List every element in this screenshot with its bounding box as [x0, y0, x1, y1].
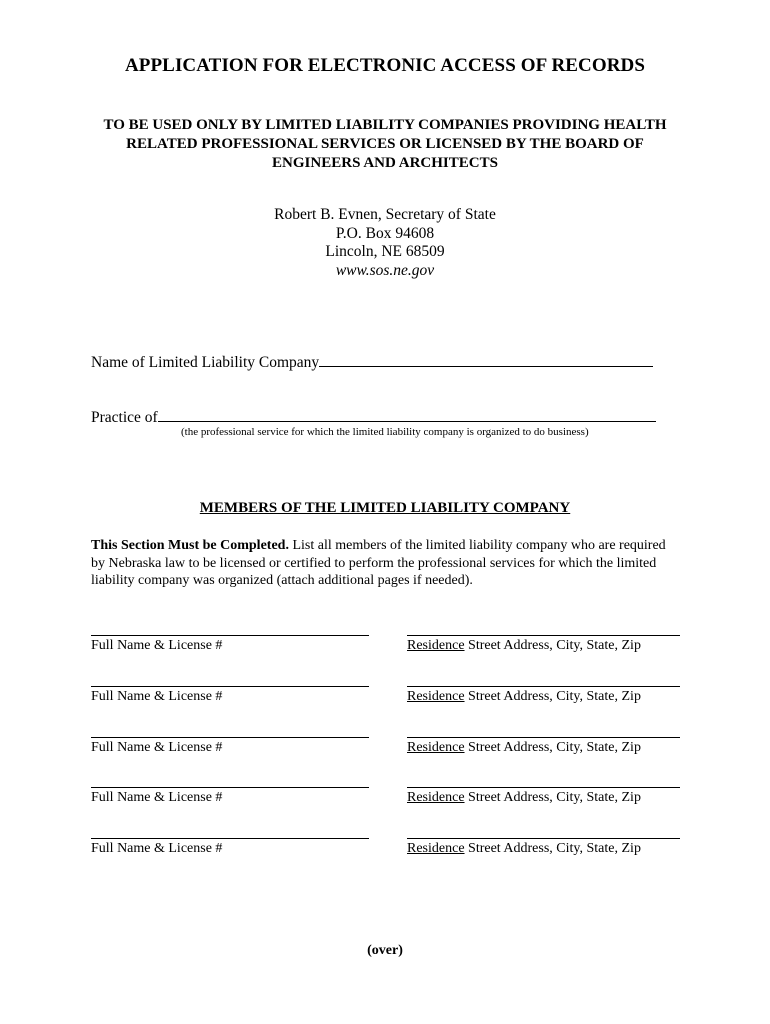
member-address-label: [407, 638, 641, 654]
member-name-field[interactable]: [91, 686, 369, 687]
member-address-field[interactable]: [407, 635, 680, 636]
company-name-label: Name of Limited Liability Company: [91, 354, 320, 371]
member-name-field[interactable]: [91, 787, 369, 788]
member-name-field[interactable]: [91, 737, 369, 738]
document-title: APPLICATION FOR ELECTRONIC ACCESS OF RECORDS: [124, 55, 646, 76]
page-footer: (over): [367, 943, 403, 958]
member-address-label: [407, 841, 641, 857]
practice-label: Practice of: [91, 409, 158, 426]
member-name-label: Full Name & License #: [91, 638, 223, 653]
practice-field[interactable]: [158, 407, 656, 422]
member-name-label: Full Name & License #: [91, 790, 223, 805]
member-name-label: Full Name & License #: [91, 841, 223, 856]
city-state-zip: Lincoln, NE 68509: [325, 243, 445, 260]
residence-label: Residence: [407, 740, 465, 755]
member-address-field[interactable]: [407, 838, 680, 839]
practice-row: [91, 407, 656, 427]
member-name-field[interactable]: [91, 838, 369, 839]
company-name-field[interactable]: [319, 352, 653, 367]
member-name-field[interactable]: [91, 635, 369, 636]
instructions-text: List all members of the limited liability company who are required by Nebraska law to be licensed or certified to perform the professional services for which the limited liability company was organized (attach additional pages if needed).: [91, 538, 666, 588]
address-label-rest: Street Address, City, State, Zip: [464, 790, 641, 805]
member-address-label: [407, 790, 641, 806]
member-name-label: Full Name & License #: [91, 689, 223, 704]
members-heading-text: MEMBERS OF THE LIMITED LIABILITY COMPANY: [199, 500, 571, 516]
member-name-label: Full Name & License #: [91, 740, 223, 755]
residence-label: Residence: [407, 689, 465, 704]
address-label-rest: Street Address, City, State, Zip: [464, 740, 641, 755]
address-label-rest: Street Address, City, State, Zip: [464, 638, 641, 653]
member-address-label: [407, 740, 641, 756]
agency-address: [0, 206, 770, 280]
document-subtitle: TO BE USED ONLY BY LIMITED LIABILITY COMPANIES PROVIDING HEALTH RELATED PROFESSIONAL SERVICES OR LICENSED BY THE BOARD OF ENGINEERS AND ARCHITECTS: [103, 117, 667, 171]
website-link[interactable]: www.sos.ne.gov: [335, 261, 435, 279]
residence-label: Residence: [407, 790, 465, 805]
instructions-emphasis: This Section Must be Completed.: [91, 538, 289, 553]
member-address-field[interactable]: [407, 787, 680, 788]
residence-label: Residence: [407, 638, 465, 653]
members-heading: [0, 500, 770, 517]
secretary-name: Robert B. Evnen, Secretary of State: [274, 206, 496, 223]
residence-label: Residence: [407, 841, 465, 856]
member-address-field[interactable]: [407, 737, 680, 738]
address-label-rest: Street Address, City, State, Zip: [464, 689, 641, 704]
address-label-rest: Street Address, City, State, Zip: [464, 841, 641, 856]
po-box: P.O. Box 94608: [335, 224, 435, 242]
company-name-row: [91, 352, 653, 372]
member-address-label: [407, 689, 641, 705]
members-instructions: [91, 537, 681, 590]
practice-hint: (the professional service for which the limited liability company is organized to do business): [181, 426, 589, 438]
member-address-field[interactable]: [407, 686, 680, 687]
